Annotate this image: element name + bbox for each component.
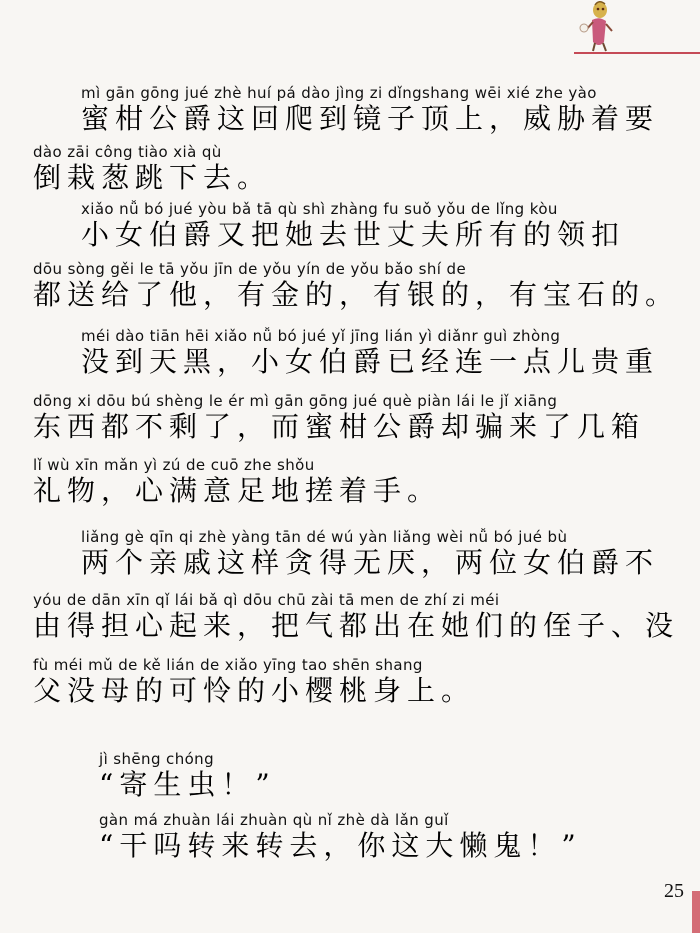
pinyin-line-2: dào zāi công tiào xià qù	[33, 143, 222, 161]
text-line-12-hanzi: “干吗转来转去，你这大懒鬼！”	[99, 829, 582, 862]
pinyin-line-5: méi dào tiān hēi xiǎo nǚ bó jué yǐ jīng lián yì diǎnr guì zhòng	[81, 327, 561, 345]
text-line-9-hanzi: 由得担心起来，把气都出在她们的侄子、没	[33, 609, 680, 642]
pinyin-line-9: yóu de dān xīn qǐ lái bǎ qì dōu chū zài tā men de zhí zi méi	[33, 591, 500, 609]
text-line-10-hanzi: 父没母的可怜的小樱桃身上。	[33, 674, 476, 707]
text-line-1-hanzi: 蜜柑公爵这回爬到镜子顶上，威胁着要	[81, 102, 660, 135]
text-line-6-hanzi: 东西都不剩了，而蜜柑公爵却骗来了几箱	[33, 410, 646, 443]
page-number: 25	[664, 880, 684, 902]
pinyin-line-12: gàn má zhuàn lái zhuàn qù nǐ zhè dà lǎn guǐ	[99, 811, 449, 829]
pinyin-line-6: dōng xi dōu bú shèng le ér mì gān gōng jué què piàn lái le jǐ xiāng	[33, 392, 558, 410]
pinyin-line-10: fù méi mǔ de kě lián de xiǎo yīng tao shēn shang	[33, 656, 423, 674]
pinyin-line-11: jì shēng chóng	[99, 750, 215, 768]
text-line-7-hanzi: 礼物，心满意足地搓着手。	[33, 474, 442, 507]
text-line-2-hanzi: 倒栽葱跳下去。	[33, 161, 272, 194]
pinyin-line-1: mì gān gōng jué zhè huí pá dào jìng zi dǐngshang wēi xié zhe yào	[81, 84, 597, 102]
pinyin-line-7: lǐ wù xīn mǎn yì zú de cuō zhe shǒu	[33, 456, 315, 474]
pinyin-line-8: liǎng gè qīn qi zhè yàng tān dé wú yàn liǎng wèi nǚ bó jué bù	[81, 528, 568, 546]
text-line-11-hanzi: “寄生虫！”	[99, 768, 276, 801]
text-line-5-hanzi: 没到天黑，小女伯爵已经连一点儿贵重	[81, 345, 660, 378]
mascot-icon	[575, 0, 615, 52]
page-edge-mark	[692, 891, 700, 933]
page-corner-divider	[574, 52, 700, 54]
text-line-3-hanzi: 小女伯爵又把她去世丈夫所有的领扣	[81, 218, 626, 251]
text-line-8-hanzi: 两个亲戚这样贪得无厌，两位女伯爵不	[81, 546, 660, 579]
pinyin-line-4: dōu sòng gěi le tā yǒu jīn de yǒu yín de yǒu bǎo shí de	[33, 260, 467, 278]
text-line-4-hanzi: 都送给了他，有金的，有银的，有宝石的。	[33, 278, 680, 311]
pinyin-line-3: xiǎo nǚ bó jué yòu bǎ tā qù shì zhàng fu suǒ yǒu de lǐng kòu	[81, 200, 558, 218]
